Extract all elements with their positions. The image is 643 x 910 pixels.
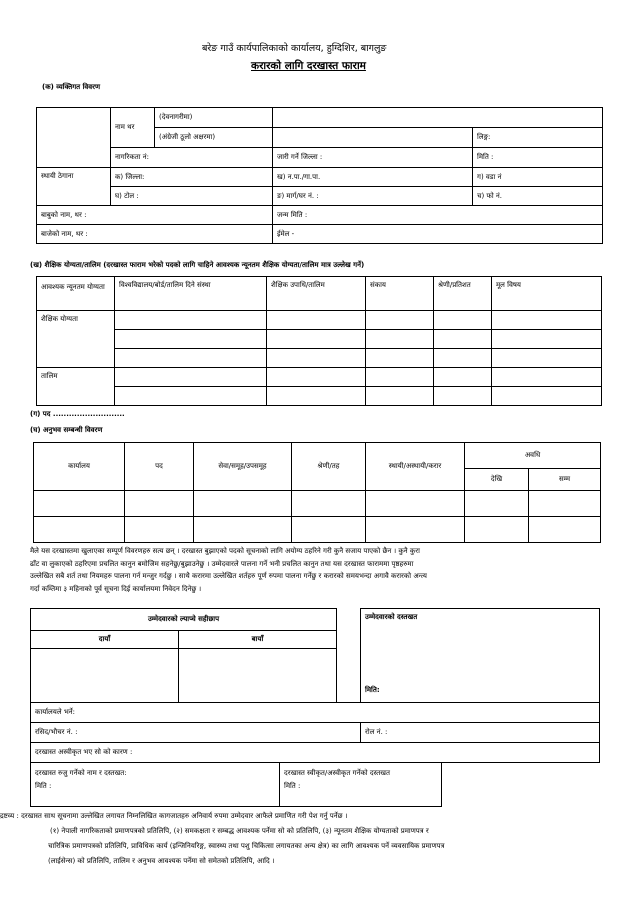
col-division: श्रेणी/प्रतिशत [434, 277, 492, 311]
permanent-address-label: स्थायी ठेगाना [37, 168, 111, 206]
post-field[interactable]: (ग) पद ........................... [30, 410, 125, 418]
gender-field[interactable]: लिङ्ग: [473, 128, 603, 148]
verifier-date[interactable]: मिति : [35, 782, 52, 790]
name-english-label: (अंग्रेजी ठूलो अक्षरमा) [155, 128, 273, 148]
personal-section-title: (क) व्यक्तिगत विवरण [42, 83, 101, 91]
name-devanagari-field[interactable] [273, 108, 603, 128]
office-use-label: कार्यालयले भर्ने: [31, 703, 600, 723]
col-from: देखि [465, 469, 529, 491]
right-thumbprint-box[interactable] [31, 649, 179, 703]
phone-field[interactable]: च) फो नं. [473, 187, 603, 206]
note-line: द्रष्टव्य : दरखास्त साथ सूचनामा उल्लेखित लगायत निम्नलिखित कागजातहरु अनिवार्य रुपमा उम्मेदवार आफैले प्रमाणित गरी पेश गर्नु पर्नेछ । [0, 812, 348, 820]
candidate-signature-label: उम्मेदवारको दस्तखत [365, 613, 418, 621]
experience-table [33, 442, 601, 543]
experience-section-title: (घ) अनुभव सम्बन्धी विवरण [30, 426, 103, 434]
office-name: बरेङ गाउँ कार्यपालिकाको कार्यालय, हुग्दिशिर, बागलुङ [202, 43, 387, 54]
grandfather-name-field[interactable]: बाजेको नाम, थर : [37, 225, 273, 244]
declaration-line: ढाँट वा लुकाएको ठहरिएमा प्रचलित कानुन बमोजिम सहनेछु/बुझाउनेछु । उम्मेदवारले पालना गर्ने भनी प्रचलित कानुन तथा यस दरखास्त फाराममा पृष्ठहरुमा [30, 559, 414, 568]
col-required-qualification: आवश्यक न्यूनतम योग्यता [37, 277, 115, 311]
right-hand-label: दायाँ [31, 631, 179, 649]
ward-field[interactable]: ग) वडा नं [473, 168, 603, 187]
col-faculty: संकाय [366, 277, 434, 311]
citizenship-no-field[interactable]: नागरिकता नं: [111, 148, 273, 168]
citizenship-date-field[interactable]: मिति : [473, 148, 603, 168]
declaration-line: उल्लेखित सबै शर्त तथा नियमहरु पालना गर्न मन्जुर गर्दछु । साथै करारमा उल्लेखित शर्तहरु पूर्ण रुपमा पालना गर्नेछु र करारको समयभन्दा अगावै करारको अन्त्य [30, 572, 427, 580]
name-label: नाम थर [111, 108, 155, 148]
declaration-line: मैले यस दरखास्तमा खुलाएका सम्पूर्ण विवरणहरु सत्य छन् । दरखास्त बुझाएको पदको सूचनाको लागि अयोग्य ठहरिने गरी कुनै सजाय पाएको छैन । कुनै कुरा [30, 547, 420, 555]
note-text [0, 809, 445, 869]
email-field[interactable]: ईमेल - [273, 225, 603, 244]
issued-district-field[interactable]: जारी गर्ने जिल्ला : [273, 148, 473, 168]
dob-field[interactable]: जन्म मिति : [273, 206, 603, 225]
father-name-field[interactable]: बाबुको नाम, थर : [37, 206, 273, 225]
left-hand-label: बायाँ [179, 631, 337, 649]
declaration-text [30, 545, 427, 595]
note-line: (१) नेपाली नागरिकताको प्रमाणपत्रको प्रतिलिपि, (२) समकक्षता र सम्बद्ध आवश्यक पर्नेमा सो को प्रतिलिपि, (३) न्यूनतम शैक्षिक योग्यताको प्रमाणपत्र र [50, 827, 429, 835]
row-academic-label: शैक्षिक योग्यता [37, 311, 115, 368]
education-section-title: (ख) शैक्षिक योग्यता/तालिम (दरखास्त फाराम भरेको पदको लागि चाहिने आवश्यक न्यूनतम शैक्षिक योग्यता/तालिम मात्र उल्लेख गर्ने) [30, 261, 365, 269]
tole-field[interactable]: घ) टोल : [111, 187, 273, 206]
form-title: करारको लागि दरखास्त फाराम [251, 60, 366, 72]
verifier-box[interactable] [31, 763, 280, 807]
street-field[interactable]: ङ) मार्ग/घर नं. : [273, 187, 473, 206]
col-type: स्थायी/अस्थायी/करार [366, 443, 465, 491]
col-degree: शैक्षिक उपाधि/तालिम [267, 277, 366, 311]
approver-box[interactable] [280, 763, 442, 807]
note-line: (लाईसेन्स) को प्रतिलिपि, तालिम र अनुभव आवश्यक पर्नेमा सो समेतको प्रतिलिपि, आदि । [48, 857, 275, 865]
col-service: सेवा/समूह/उपसमूह [194, 443, 292, 491]
col-university: विश्वविद्यालय/बोर्ड/तालिम दिने संस्था [115, 277, 267, 311]
col-to: सम्म [529, 469, 601, 491]
left-thumbprint-box[interactable] [179, 649, 337, 703]
name-devanagari-label: (देवनागरीमा) [155, 108, 273, 128]
candidate-signature-box[interactable] [361, 609, 600, 703]
education-table [36, 276, 602, 406]
col-office: कार्यालय [34, 443, 125, 491]
row-training-label: तालिम [37, 368, 115, 406]
approver-date[interactable]: मिति : [284, 782, 301, 790]
name-english-field[interactable] [273, 128, 473, 148]
note-line: चारित्रिक प्रमाणपत्रको प्रतिलिपि, प्राविधिक कार्य (इन्जिनियरिङ्ग, स्वास्थ्य तथा पशु चिकित्सा लगायतका अन्य क्षेत्र) का लागि आवश्यक पर्ने व्यवसायिक प्रमाणपत्र [48, 842, 445, 850]
personal-details-table [36, 107, 603, 244]
signature-table [30, 608, 600, 807]
col-level: श्रेणी/तह [292, 443, 366, 491]
municipality-field[interactable]: ख) न.पा./गा.पा. [273, 168, 473, 187]
roll-no-field[interactable]: रोल नं. : [361, 723, 600, 743]
approver-label: दरखास्त स्वीकृत/अस्वीकृत गर्नेको दस्तखत [284, 769, 390, 777]
col-post: पद [125, 443, 194, 491]
declaration-line: गर्दा कम्तिमा ३ महिनाको पूर्व सूचना दिई कार्यालयमा निवेदन दिनेछु । [30, 584, 202, 593]
col-subject: मूल विषय [492, 277, 602, 311]
district-field[interactable]: क) जिल्ला: [111, 168, 273, 187]
rejection-reason-field[interactable]: दरखास्त अस्वीकृत भए सो को कारण : [31, 743, 600, 763]
thumbprint-label: उम्मेदवारको ल्याप्चे सहीछाप [31, 609, 337, 631]
col-period: अवधि [465, 443, 601, 469]
verifier-label: दरखास्त रुजु गर्नेको नाम र दस्तखत: [35, 769, 127, 777]
photo-area [37, 108, 111, 168]
receipt-no-field[interactable]: रसिद/भौचर नं. : [31, 723, 361, 743]
candidate-signature-date[interactable]: मिति: [365, 686, 380, 694]
